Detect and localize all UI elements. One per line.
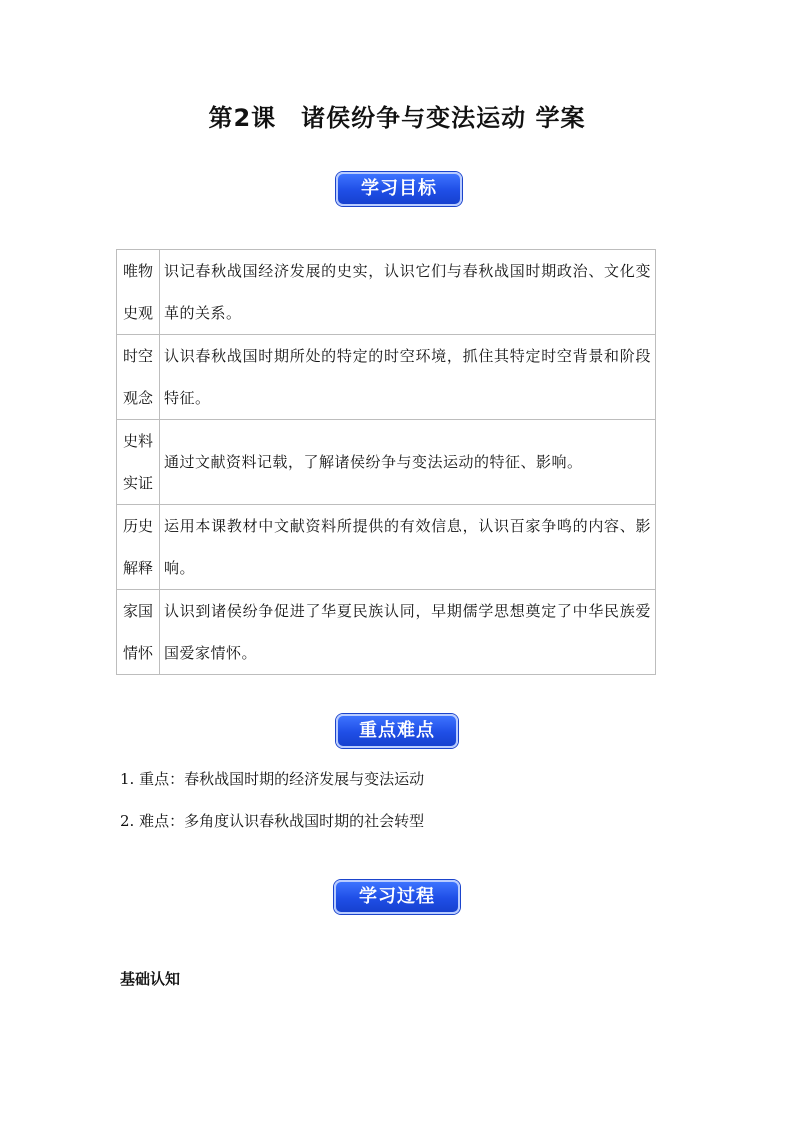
subheading-basic-knowledge: 基础认知 <box>120 970 181 988</box>
table-row <box>117 590 656 675</box>
key-point-item: 2. 难点：多角度认识春秋战国时期的社会转型 <box>120 812 425 830</box>
section-badge-key-points: 重点难点 <box>336 714 458 748</box>
goal-label: 历史解释 <box>117 505 160 590</box>
goal-label: 史料实证 <box>117 420 160 505</box>
goal-content: 通过文献资料记载，了解诸侯纷争与变法运动的特征、影响。 <box>160 420 656 505</box>
table-row <box>117 250 656 335</box>
goal-label: 家国情怀 <box>117 590 160 675</box>
section-badge-learning-goals: 学习目标 <box>336 172 462 206</box>
key-point-item: 1. 重点：春秋战国时期的经济发展与变法运动 <box>120 770 425 788</box>
page-title: 第2课 诸侯纷争与变法运动 学案 <box>208 104 586 132</box>
goal-content: 认识到诸侯纷争促进了华夏民族认同，早期儒学思想奠定了中华民族爱国爱家情怀。 <box>160 590 656 675</box>
key-points-list <box>120 758 424 842</box>
goal-label: 时空观念 <box>117 335 160 420</box>
table-row <box>117 335 656 420</box>
goal-content: 运用本课教材中文献资料所提供的有效信息，认识百家争鸣的内容、影响。 <box>160 505 656 590</box>
section-badge-learning-process: 学习过程 <box>334 880 460 914</box>
table-row <box>117 505 656 590</box>
goal-content: 识记春秋战国经济发展的史实，认识它们与春秋战国时期政治、文化变革的关系。 <box>160 250 656 335</box>
goal-label: 唯物史观 <box>117 250 160 335</box>
goal-content: 认识春秋战国时期所处的特定的时空环境，抓住其特定时空背景和阶段特征。 <box>160 335 656 420</box>
table-row <box>117 420 656 505</box>
learning-goals-table <box>116 249 656 675</box>
